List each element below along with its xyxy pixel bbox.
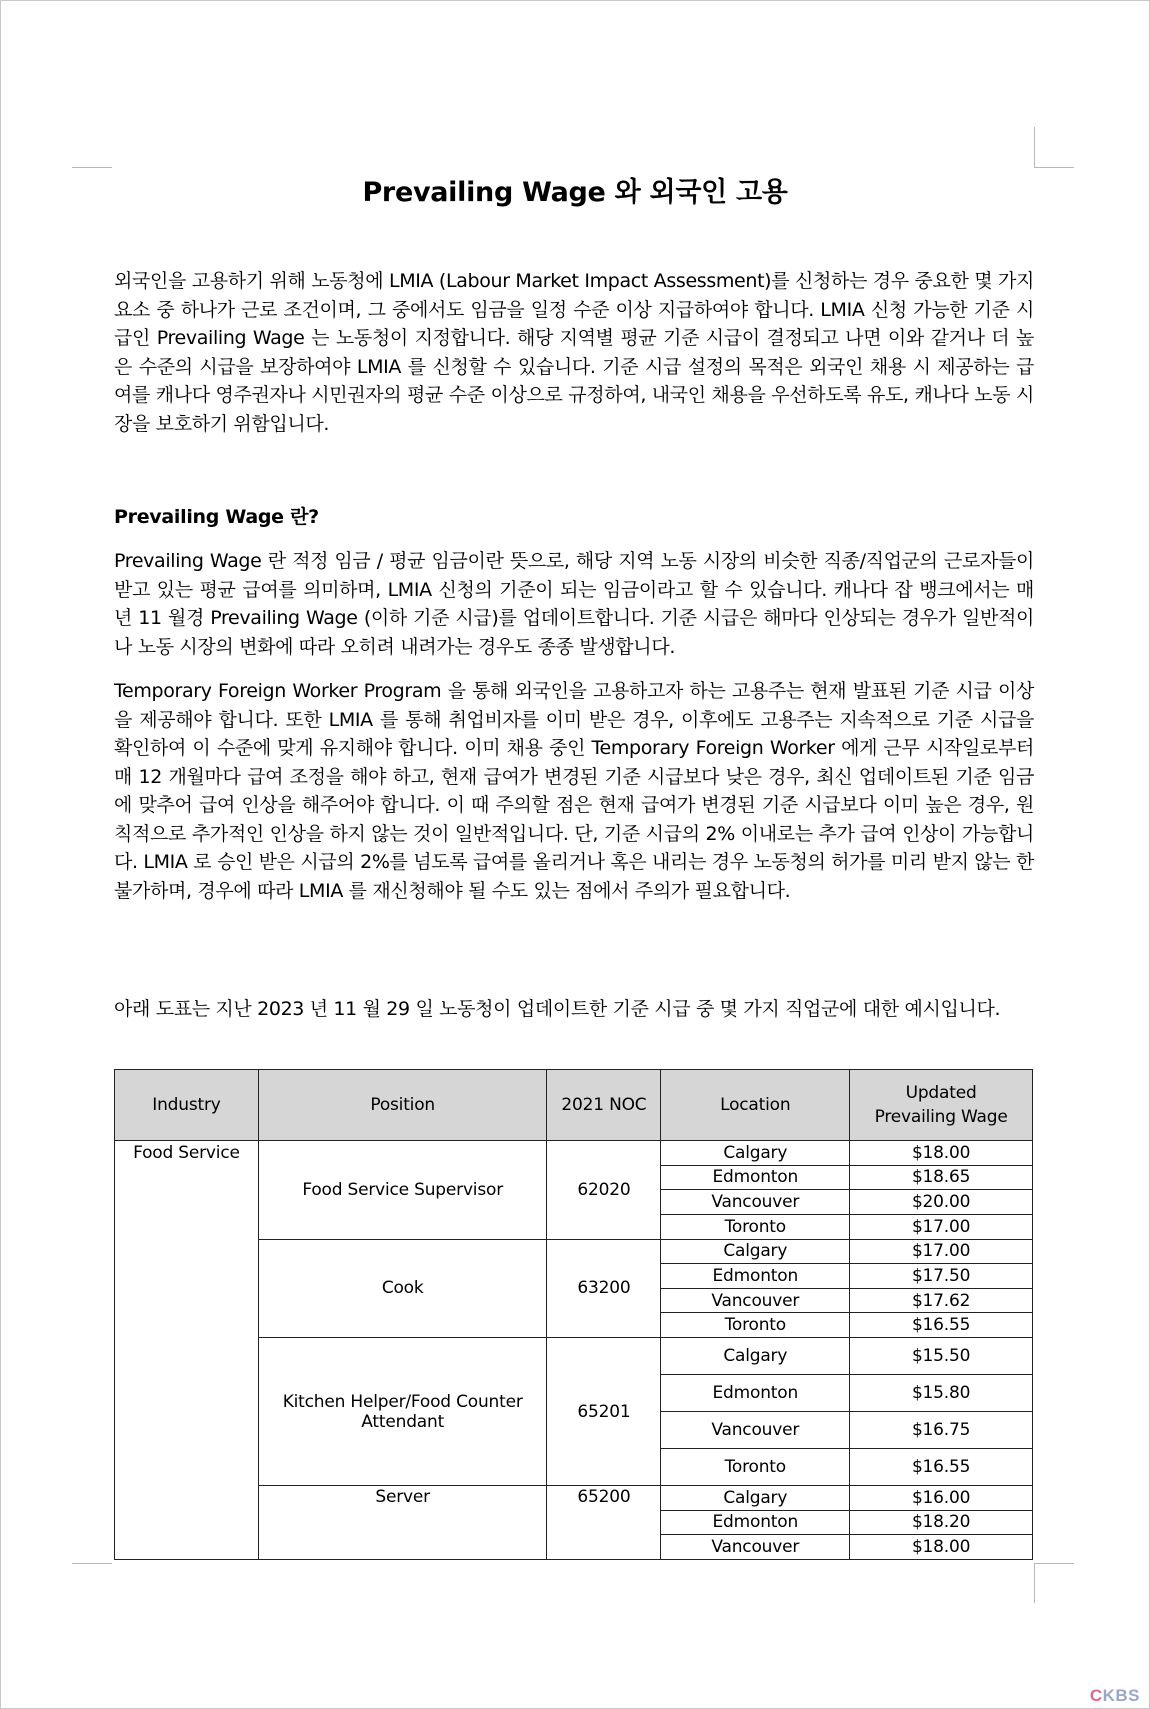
wage-cell: $15.80 — [850, 1375, 1033, 1412]
noc-cell: 65201 — [547, 1338, 661, 1486]
location-cell: Toronto — [661, 1214, 850, 1239]
location-cell: Vancouver — [661, 1535, 850, 1560]
header-noc: 2021 NOC — [547, 1070, 661, 1141]
location-cell: Calgary — [661, 1141, 850, 1166]
wage-cell: $17.00 — [850, 1239, 1033, 1264]
noc-cell: 62020 — [547, 1141, 661, 1240]
location-cell: Vancouver — [661, 1288, 850, 1313]
wage-cell: $17.62 — [850, 1288, 1033, 1313]
ckbs-logo: CKBS — [1089, 1686, 1140, 1705]
table-header-row — [115, 1070, 1033, 1141]
position-cell: Food Service Supervisor — [258, 1141, 547, 1240]
wage-cell: $16.55 — [850, 1313, 1033, 1338]
crop-mark-tr-v — [1034, 127, 1035, 167]
location-cell: Edmonton — [661, 1375, 850, 1412]
location-cell: Calgary — [661, 1486, 850, 1511]
body-paragraph-1: Prevailing Wage 란 적정 임금 / 평균 임금이란 뜻으로, 해당 지역 노동 시장의 비슷한 직종/직업군의 근로자들이 받고 있는 평균 급여를 의미하며, LMIA 신청의 기준이 되는 임금이라고 할 수 있습니다. 캐나다 잡 뱅크에서는 매년 11 월경 Prevailing Wage (이하 기준 시급)를 업데이트합니다. 기준 시급은 해마다 인상되는 경우가 일반적이나 노동 시장의 변화에 따라 오히려 내려가는 경우도 종종 발생합니다. — [114, 550, 1034, 658]
crop-mark-bl-h — [72, 1563, 112, 1564]
wage-cell: $17.50 — [850, 1264, 1033, 1289]
crop-mark-tr-h — [1034, 167, 1074, 168]
wage-cell: $15.50 — [850, 1338, 1033, 1375]
location-cell: Toronto — [661, 1313, 850, 1338]
location-cell: Edmonton — [661, 1510, 850, 1535]
header-wage-line1: Updated — [905, 1083, 977, 1103]
wage-cell: $18.00 — [850, 1141, 1033, 1166]
position-line2: Attendant — [361, 1411, 445, 1432]
wage-cell: $18.00 — [850, 1535, 1033, 1560]
location-cell: Edmonton — [661, 1264, 850, 1289]
header-position: Position — [258, 1070, 547, 1141]
crop-mark-br-h — [1034, 1563, 1074, 1564]
wage-cell: $16.00 — [850, 1486, 1033, 1511]
location-cell: Calgary — [661, 1239, 850, 1264]
header-wage-line2: Prevailing Wage — [874, 1107, 1008, 1127]
header-location: Location — [661, 1070, 850, 1141]
industry-cell: Food Service — [115, 1141, 259, 1560]
crop-mark-tl-h — [72, 167, 112, 168]
position-line1: Kitchen Helper/Food Counter — [282, 1391, 523, 1412]
section-heading: Prevailing Wage 란? — [114, 506, 319, 528]
position-cell: Server — [258, 1486, 547, 1560]
noc-cell: 65200 — [547, 1486, 661, 1560]
table-row — [115, 1141, 1033, 1166]
header-wage — [850, 1070, 1033, 1141]
page-title: Prevailing Wage 와 외국인 고용 — [362, 177, 788, 208]
noc-cell: 63200 — [547, 1239, 661, 1338]
wage-cell: $20.00 — [850, 1190, 1033, 1215]
crop-mark-br-v — [1034, 1563, 1035, 1603]
intro-paragraph: 외국인을 고용하기 위해 노동청에 LMIA (Labour Market Impact Assessment)를 신청하는 경우 중요한 몇 가지 요소 중 하나가 근로 조건이며, 그 중에서도 임금을 일정 수준 이상 지급하여야 합니다. LMIA 신청 가능한 기준 시급인 Prevailing Wage 는 노동청이 지정합니다. 해당 지역별 평균 기준 시급이 결정되고 나면 이와 같거나 더 높은 수준의 시급을 보장하여야 LMIA 를 신청할 수 있습니다. 기준 시급 설정의 목적은 외국인 채용 시 제공하는 급여를 캐나다 영주권자나 시민권자의 평균 수준 이상으로 규정하여, 내국인 채용을 우선하도록 유도, 캐나다 노동 시장을 보호하기 위함입니다. — [114, 270, 1034, 435]
body-paragraph-2: Temporary Foreign Worker Program 을 통해 외국인을 고용하고자 하는 고용주는 현재 발표된 기준 시급 이상을 제공해야 합니다. 또한 LMIA 를 통해 취업비자를 이미 받은 경우, 이후에도 고용주는 지속적으로 기준 시급을 확인하여 이 수준에 맞게 유지해야 합니다. 이미 채용 중인 Temporary Foreign Worker 에게 근무 시작일로부터 매 12 개월마다 급여 조정을 해야 하고, 현재 급여가 변경된 기준 시급보다 낮은 경우, 최신 업데이트된 기준 임금에 맞추어 급여 인상을 해주어야 합니다. 이 때 주의할 점은 현재 급여가 변경된 기준 시급보다 이미 높은 경우, 원칙적으로 추가적인 인상을 하지 않는 것이 일반적입니다. 단, 기준 시급의 2% 이내로는 추가 급여 인상이 가능합니다. LMIA 로 승인 받은 시급의 2%를 넘도록 급여를 올리거나 혹은 내리는 경우 노동청의 허가를 미리 받지 않는 한 불가하며, 경우에 따라 LMIA 를 재신청해야 될 수도 있는 점에서 주의가 필요합니다. — [114, 680, 1034, 902]
position-cell — [258, 1338, 547, 1486]
prevailing-wage-table — [114, 1069, 1033, 1560]
location-cell: Toronto — [661, 1449, 850, 1486]
table-intro-paragraph: 아래 도표는 지난 2023 년 11 월 29 일 노동청이 업데이트한 기준 시급 중 몇 가지 직업군에 대한 예시입니다. — [114, 998, 1001, 1020]
wage-cell: $17.00 — [850, 1214, 1033, 1239]
location-cell: Edmonton — [661, 1165, 850, 1190]
wage-cell: $18.20 — [850, 1510, 1033, 1535]
position-cell: Cook — [258, 1239, 547, 1338]
wage-cell: $16.55 — [850, 1449, 1033, 1486]
location-cell: Vancouver — [661, 1190, 850, 1215]
header-industry: Industry — [115, 1070, 259, 1141]
location-cell: Calgary — [661, 1338, 850, 1375]
wage-cell: $16.75 — [850, 1412, 1033, 1449]
wage-cell: $18.65 — [850, 1165, 1033, 1190]
location-cell: Vancouver — [661, 1412, 850, 1449]
